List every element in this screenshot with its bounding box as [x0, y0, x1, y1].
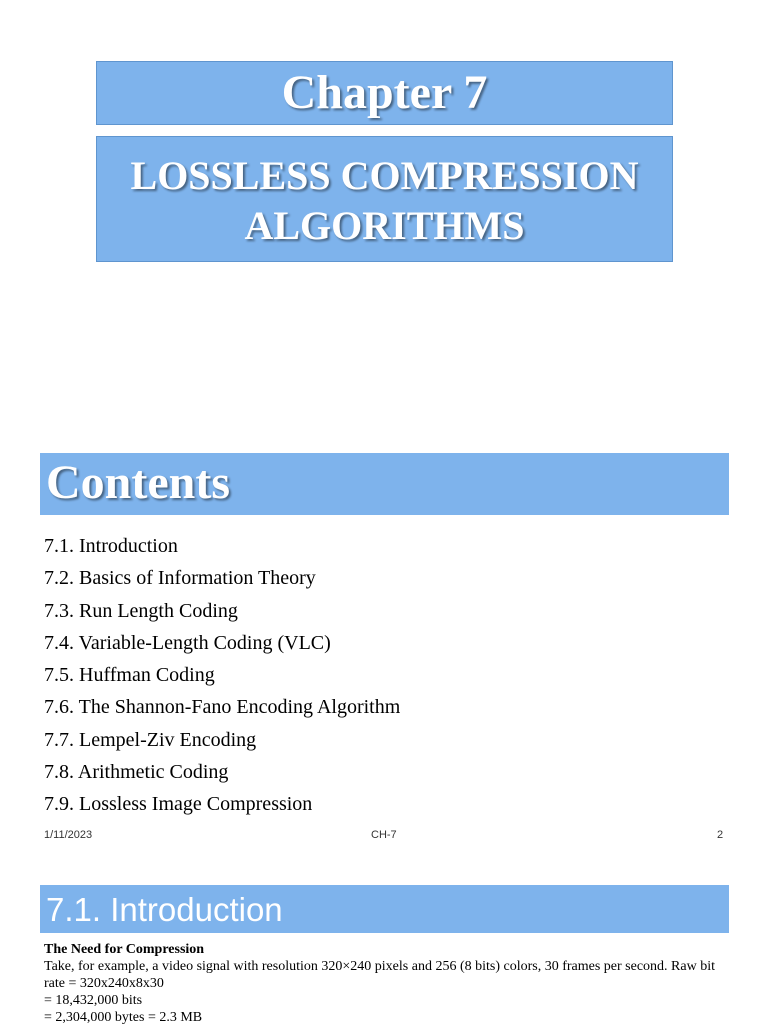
intro-line: = 18,432,000 bits	[44, 993, 143, 1008]
toc-item: 7.9. Lossless Image Compression	[44, 793, 313, 816]
intro-line: Take, for example, a video signal with resolution 320×240 pixels and 256 (8 bits) colors, 30 frames per second. Raw bit rate = 320x240x8x30	[44, 959, 715, 991]
toc-item: 7.4. Variable-Length Coding (VLC)	[44, 631, 331, 654]
footer-date: 1/11/2023	[44, 829, 93, 841]
footer-center: CH-7	[371, 829, 397, 841]
intro-body	[44, 941, 728, 1026]
toc-item: 7.2. Basics of Information Theory	[44, 567, 316, 590]
table-of-contents	[44, 531, 400, 822]
toc-item: 7.7. Lempel-Ziv Encoding	[44, 728, 257, 751]
toc-item: 7.8. Arithmetic Coding	[44, 761, 229, 784]
intro-line: = 2,304,000 bytes = 2.3 MB	[44, 1010, 203, 1025]
intro-heading: The Need for Compression	[44, 942, 205, 957]
toc-item: 7.1. Introduction	[44, 535, 178, 557]
contents-title: Contents	[46, 456, 231, 509]
footer-page-number: 2	[717, 829, 724, 841]
intro-header-bar	[40, 885, 729, 933]
toc-item: 7.5. Huffman Coding	[44, 664, 215, 687]
contents-header-bar	[40, 453, 729, 515]
chapter-subtitle: LOSSLESS COMPRESSION ALGORITHMS	[96, 136, 673, 262]
chapter-title: Chapter 7	[96, 61, 673, 125]
intro-title: 7.1. Introduction	[46, 891, 283, 928]
toc-item: 7.6. The Shannon-Fano Encoding Algorithm	[44, 696, 401, 719]
toc-item: 7.3. Run Length Coding	[44, 599, 238, 622]
